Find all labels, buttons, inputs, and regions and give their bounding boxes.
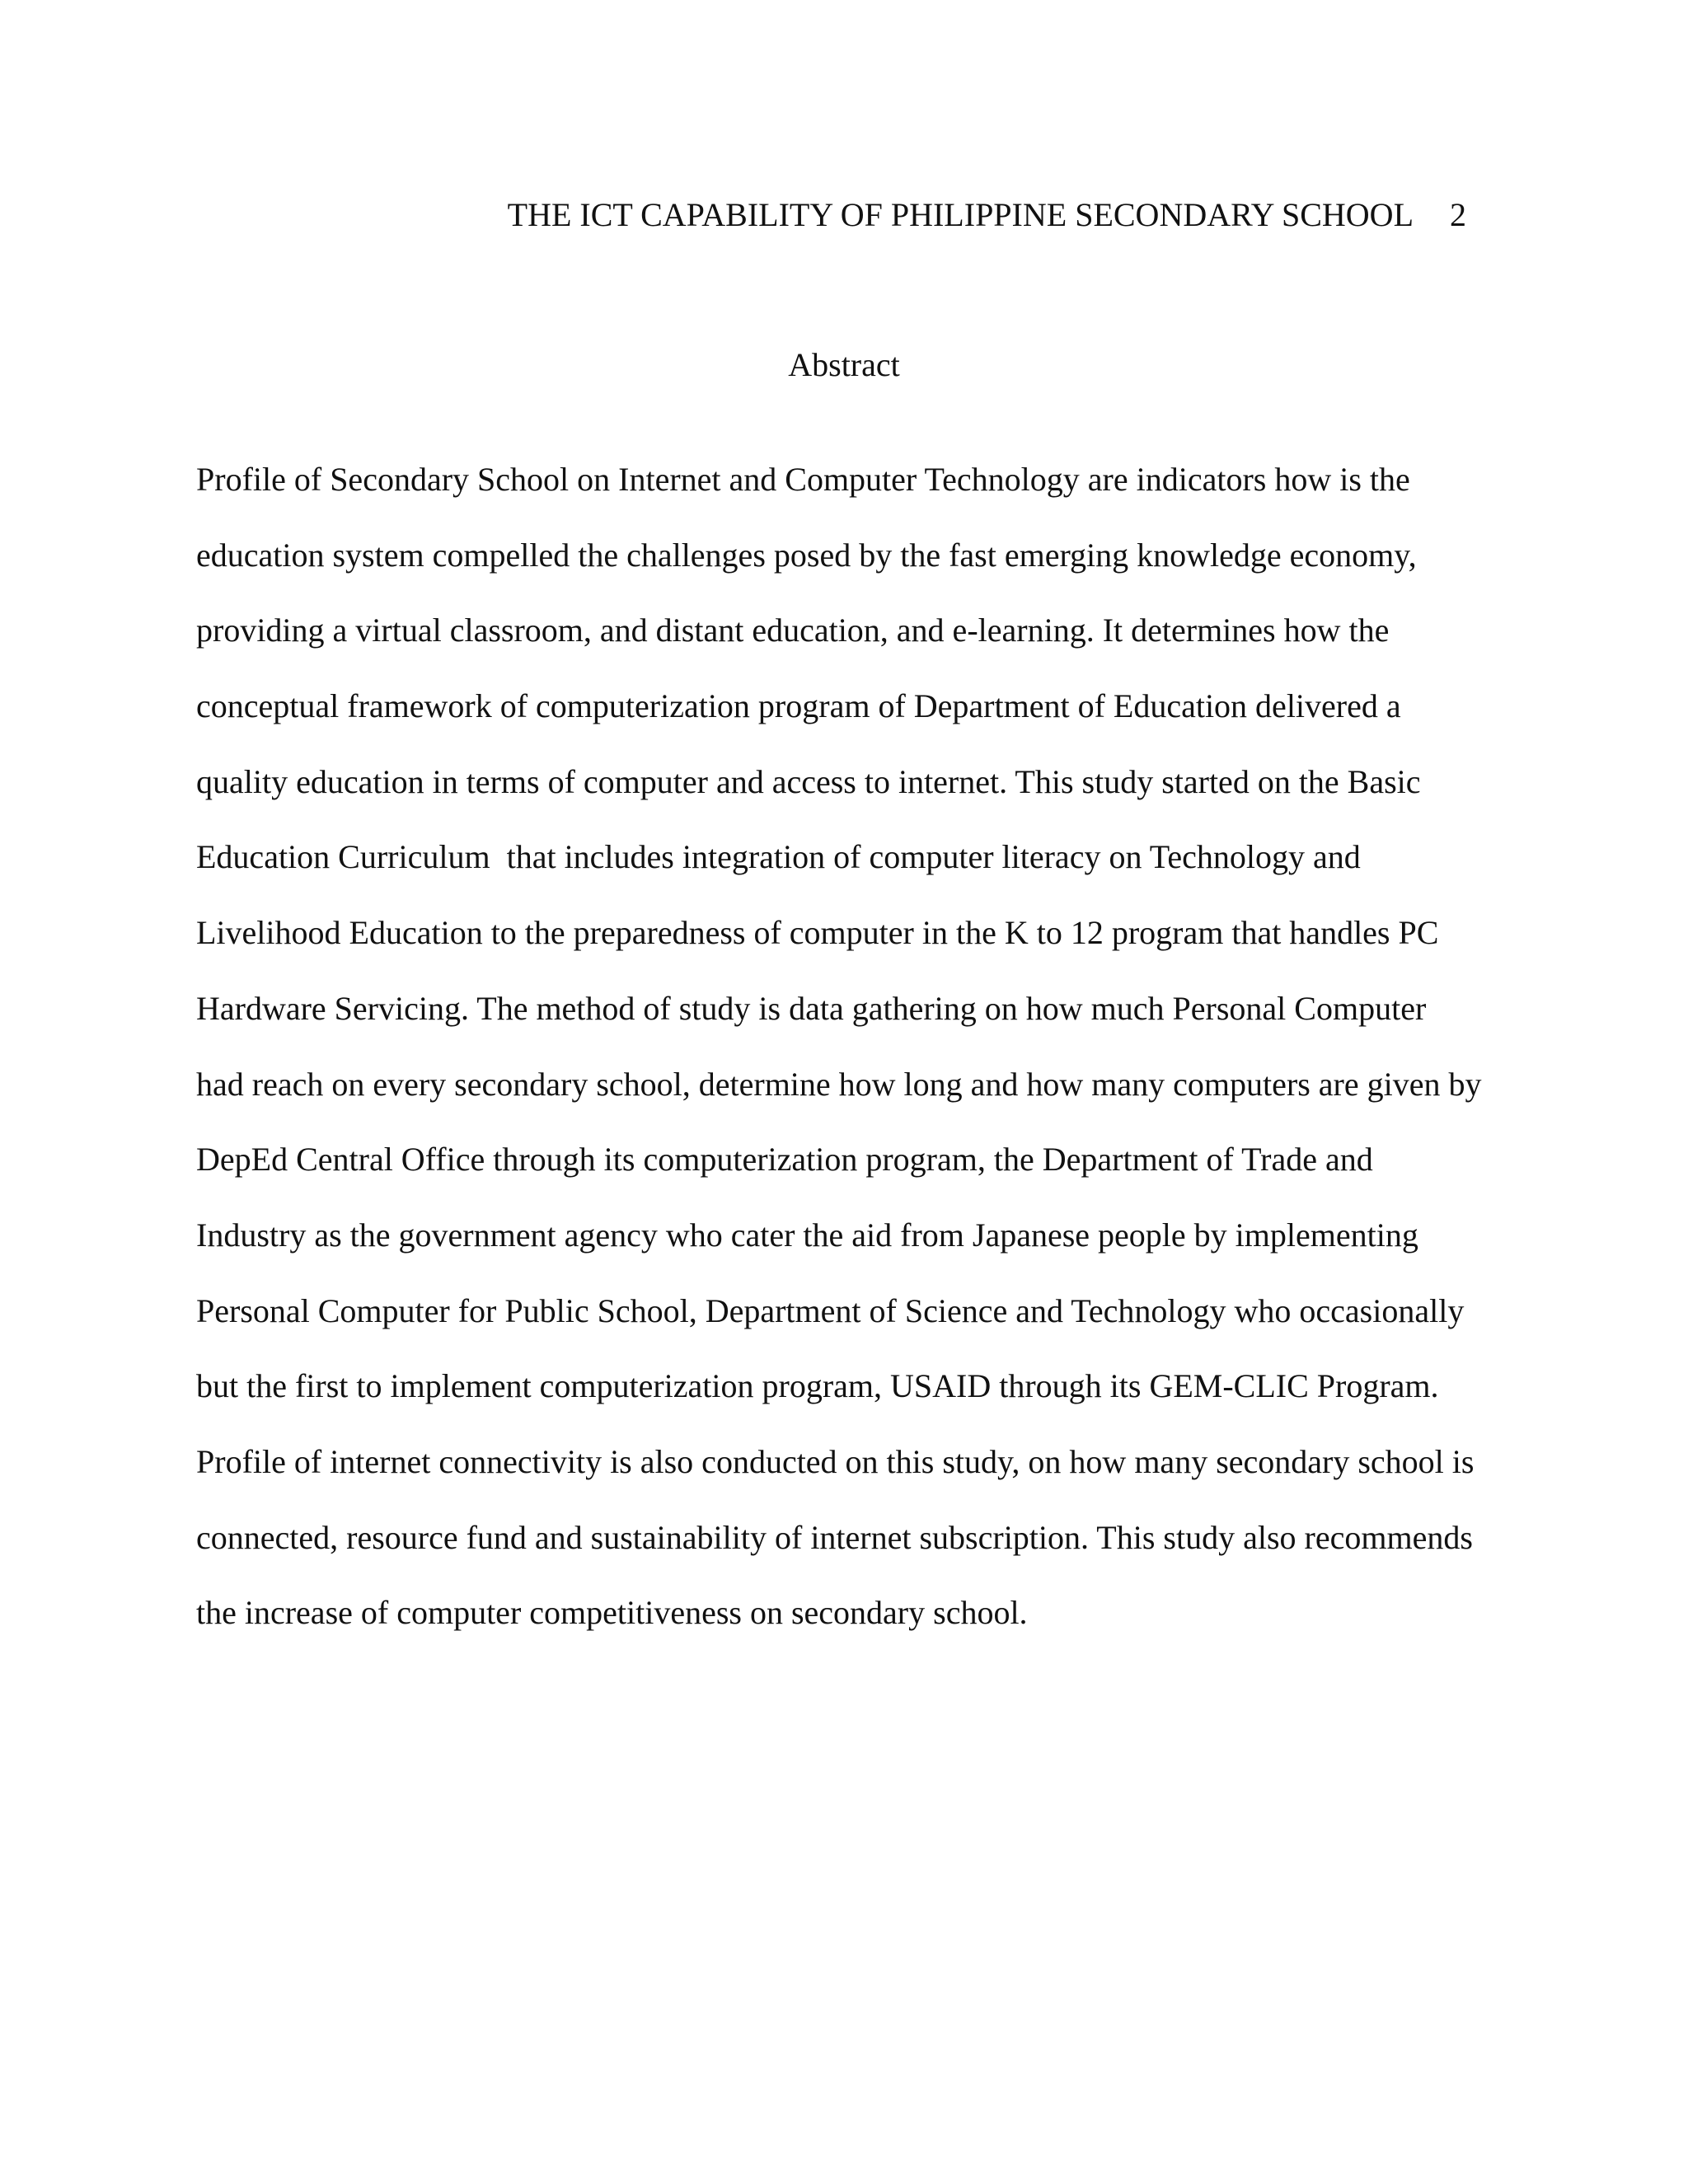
abstract-line: Education Curriculum that includes integration of computer literacy on Technology and bbox=[196, 838, 1361, 876]
abstract-line: conceptual framework of computerization program of Department of Education delivered a bbox=[196, 687, 1401, 725]
abstract-line: had reach on every secondary school, determine how long and how many computers are given by bbox=[196, 1065, 1482, 1103]
abstract-line: Hardware Servicing. The method of study is data gathering on how much Personal Computer bbox=[196, 989, 1427, 1027]
abstract-line: Livelihood Education to the preparedness of computer in the K to 12 program that handles PC bbox=[196, 914, 1439, 952]
abstract-line: Industry as the government agency who cater the aid from Japanese people by implementing bbox=[196, 1216, 1418, 1254]
page-number: 2 bbox=[1450, 196, 1466, 233]
abstract-line: providing a virtual classroom, and distant education, and e-learning. It determines how the bbox=[196, 612, 1390, 649]
abstract-line: but the first to implement computerization program, USAID through its GEM-CLIC Program. bbox=[196, 1367, 1439, 1405]
abstract-line: connected, resource fund and sustainability of internet subscription. This study also recommends bbox=[196, 1518, 1473, 1556]
abstract-line: Personal Computer for Public School, Department of Science and Technology who occasionally bbox=[196, 1291, 1465, 1329]
abstract-line: Profile of internet connectivity is also conducted on this study, on how many secondary school is bbox=[196, 1442, 1475, 1480]
abstract-body bbox=[196, 456, 1498, 1665]
section-heading: Abstract bbox=[788, 346, 900, 383]
running-head: THE ICT CAPABILITY OF PHILIPPINE SECONDARY SCHOOL bbox=[507, 196, 1414, 233]
abstract-line: DepEd Central Office through its computerization program, the Department of Trade and bbox=[196, 1141, 1373, 1179]
abstract-line: the increase of computer competitiveness on secondary school. bbox=[196, 1594, 1028, 1632]
abstract-line: Profile of Secondary School on Internet and Computer Technology are indicators how is the bbox=[196, 461, 1410, 498]
abstract-line: quality education in terms of computer and access to internet. This study started on the Basic bbox=[196, 762, 1421, 800]
abstract-line: education system compelled the challenges posed by the fast emerging knowledge economy, bbox=[196, 536, 1417, 574]
